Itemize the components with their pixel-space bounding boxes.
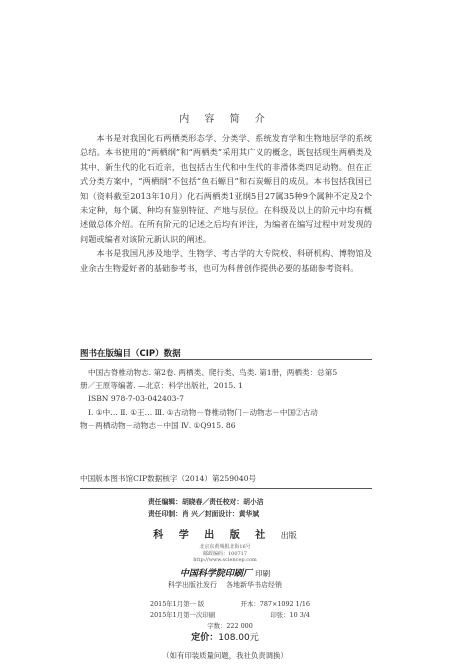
cip-line: 中国古脊椎动物志. 第2卷. 两栖类、爬行类、鸟类. 第1册，两栖类：总第5 [88, 368, 338, 377]
cip-divider [80, 359, 372, 360]
publisher-postcode: 邮政编码：100717 [202, 551, 248, 557]
cip-line: 物－两栖动物－动物志－中国 Ⅳ. ①Q915. 86 [80, 420, 236, 430]
publisher-line [0, 526, 450, 541]
cip-classification: 中国版本图书馆CIP数据核字（2014）第259040号 [80, 474, 257, 483]
distribution-line: 科学出版社发行 各地新华书店经销 [168, 581, 282, 589]
printing-label: 2015年1月第一次印刷 [150, 611, 216, 619]
publisher-name: 科 学 出 版 社 [153, 530, 272, 541]
editor-credits: 责任编辑：胡晓春／责任校对：胡小洁 [148, 498, 264, 506]
publication-specs [150, 599, 310, 632]
publisher-website: http://www.sciencep.com [193, 557, 257, 563]
sheets-label: 印张：10 3/4 [270, 611, 310, 619]
cip-line: 册／王原等编著. —北京：科学出版社，2015. 1 [80, 381, 243, 391]
format-label: 开本：787×1092 1/16 [240, 600, 310, 608]
price-line [0, 630, 450, 643]
cip-title: 图书在版编目（CIP）数据 [80, 349, 181, 359]
price-value: 108.00元 [218, 633, 259, 643]
quality-notice: （如有印装质量问题，我社负责调换） [162, 651, 288, 660]
printer-name: 中国科学院印刷厂 [179, 569, 252, 579]
summary-text [80, 131, 372, 275]
publisher-tag: 出版 [280, 531, 297, 540]
production-credits: 责任印制：肖 兴／封面设计：黄华斌 [148, 510, 260, 518]
cip-isbn: ISBN 978-7-03-042403-7 [88, 394, 184, 404]
edition-label: 2015年1月第一 版 [150, 600, 205, 608]
cip-divider-bottom [80, 488, 372, 489]
publisher-address: 北京东黄城根北街16号 [199, 544, 251, 550]
printer-line [0, 566, 450, 579]
price-label: 定价： [191, 633, 219, 643]
summary-paragraph: 本书是我国凡涉及地学、生物学、考古学的大专院校、科研机构、博物馆及业余古生物爱好者的基础参考书，也可为科普创作提供必要的基础参考资料。 [80, 248, 372, 273]
cip-record [80, 366, 372, 432]
summary-heading: 内 容 简 介 [179, 114, 271, 125]
cip-line: Ⅰ. ①中… Ⅱ. ①王… Ⅲ. ①古动物－脊椎动物门－动物志－中国②古动 [88, 407, 318, 417]
specs-row [150, 599, 310, 610]
printer-tag: 印刷 [255, 569, 271, 578]
specs-row [150, 610, 310, 621]
word-count: 字数：222 000 [207, 622, 253, 630]
summary-paragraph: 本书是对我国化石两栖类形态学、分类学、系统发育学和生物地层学的系统总结。本书使用的“两栖纲”和“两栖类”采用其广义的概念，既包括现生两栖类及其中、新生代的化石近亲，也包括古生代和中生代的非滑体类四足动物。但在正式分类方案中，“两栖纲”不包括“鱼石螈目”和石炭螈目的成员。本书包括我国已知（资料截至2013年10月）化石两栖类1亚纲5目27属35种9个属种不定及2个未定种，每个属、种均有鉴别特征、产地与层位。在科级及以上的阶元中均有概述做总体介绍。在所有阶元的记述之后均有评注，为编者在编写过程中对发现的问题或编者对该阶元新认识的阐述。 [80, 133, 372, 244]
